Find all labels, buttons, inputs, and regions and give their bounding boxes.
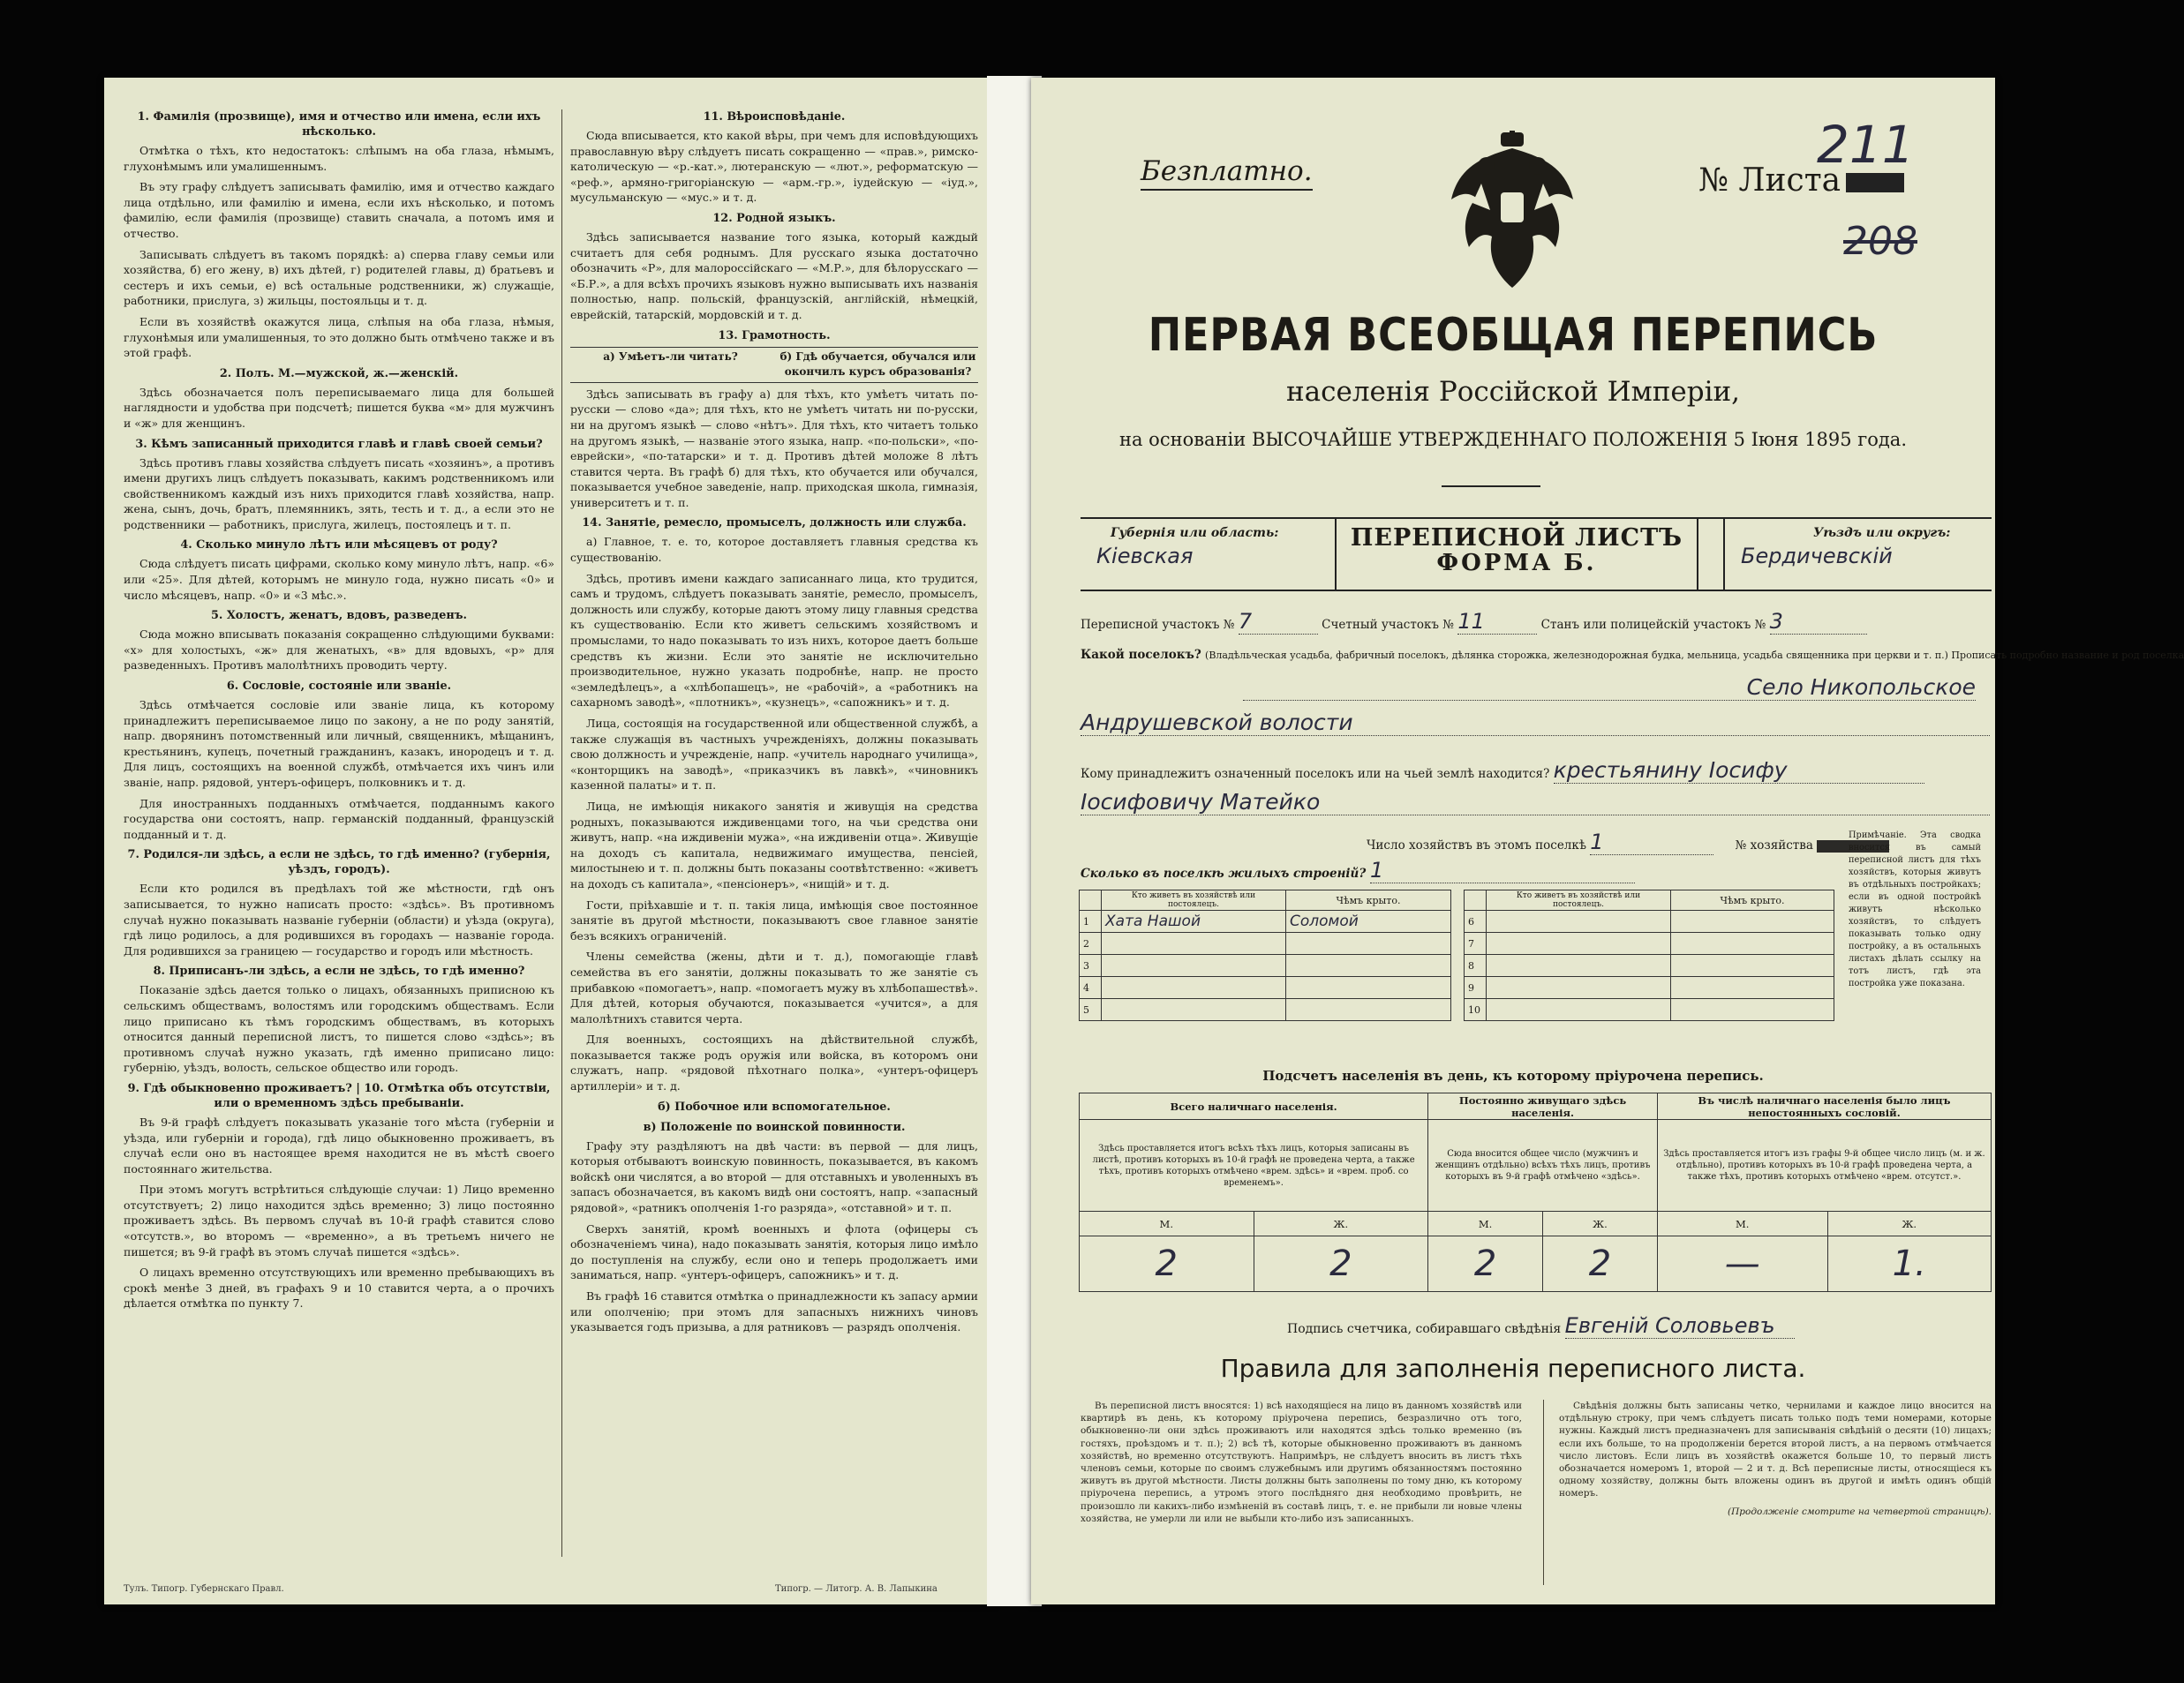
instruction-paragraph: Гости, пріѣхавшіе и т. п. такія лица, имѣющія свое постоянное занятіе въ другой мѣстности, показываютъ свое главное занятіе безъ всякихъ ограниченій. [570, 898, 978, 943]
population-summary-table [1079, 1093, 1992, 1292]
form-header-box [1081, 517, 1992, 591]
building-empty-cell [1487, 977, 1671, 999]
building-occupant [1102, 999, 1286, 1021]
form-label: ФОРМА Б. [1436, 550, 1597, 576]
col-zh-1: Ж. [1254, 1212, 1428, 1236]
free-label: Безплатно. [1141, 155, 1313, 191]
instruction-paragraph: Въ графѣ 16 ставится отмѣтка о принадлежности къ запасу армии или ополченію; при этомъ для запасныхъ нижнихъ чиновъ указывается годъ призыва, а для ратниковъ — разрядъ ополченія. [570, 1289, 978, 1334]
instruction-paragraph: Отмѣтка о тѣхъ, кто недостатокъ: слѣпымъ на оба глаза, нѣмымъ, глухонѣмымъ или умалишеннымъ. [124, 144, 554, 173]
instructions-page [104, 78, 996, 1604]
bld-col-who-2: Кто живетъ въ хозяйствѣ или постоялецъ. [1487, 890, 1671, 911]
instruction-heading: 13. Грамотность. [718, 328, 831, 342]
building-roof [1286, 977, 1451, 999]
building-row-number: 4 [1080, 977, 1102, 999]
instruction-split-cell: а) Умѣетъ-ли читать? [603, 349, 738, 363]
instruction-heading: 12. Родной языкъ. [712, 211, 836, 225]
building-row-number: 9 [1465, 977, 1487, 999]
schetny-value: 11 [1457, 609, 1537, 635]
col-m-1: М. [1080, 1212, 1254, 1236]
building-empty-cell [1671, 911, 1834, 933]
building-row [1465, 977, 1834, 999]
households-label: Число хозяйствъ въ этомъ поселкѣ [1367, 838, 1586, 853]
instruction-heading: 5. Холостъ, женатъ, вдовъ, разведенъ. [211, 609, 467, 623]
instruction-heading: 3. Кѣмъ записанный приходится главѣ и главѣ своей семьи? [135, 437, 543, 451]
handwritten-struck-number: 208 [1843, 219, 1917, 264]
page-title: ПЕРВАЯ ВСЕОБЩАЯ ПЕРЕПИСЬ [1148, 309, 1879, 362]
uezd-label: Уѣздъ или округъ: [1813, 526, 1951, 540]
instruction-paragraph: Сюда можно вписывать показанія сокращенно слѣдующими буквами: «х» для холостыхъ, «ж» для женатыхъ, «в» для вдовыхъ, «р» для разведенныхъ. Противъ малолѣтнихъ проводить черту. [124, 627, 554, 672]
instruction-split-heading [570, 347, 978, 383]
instruction-paragraph: О лицахъ временно отсутствующихъ или временно пребывающихъ въ срокѣ менѣе 3 дней, въ графахъ 9 и 10 ставится черта, а о прочихъ дѣлается отмѣтка по пункту 7. [124, 1266, 554, 1311]
instruction-paragraph: Для военныхъ, состоящихъ на дѣйствительной службѣ, показывается также родъ оружія или войска, въ которомъ они служатъ, напр. «рядовой пѣхотнаго полка», «унтеръ-офицеръ артиллеріи» и т. д. [570, 1033, 978, 1093]
instruction-heading: 8. Приписанъ-ли здѣсь, а если не здѣсь, то гдѣ именно? [153, 965, 525, 979]
val-perm-m: 2 [1428, 1236, 1543, 1292]
uezd-cell [1723, 519, 1993, 590]
sign-value: Евгеній Соловьевъ [1565, 1313, 1795, 1339]
instruction-heading: 1. Фамилія (прозвище), имя и отчество или имена, если ихъ нѣсколько. [137, 110, 541, 139]
uchastok-value: 7 [1239, 609, 1318, 635]
instruction-paragraph: Въ 9-й графѣ слѣдуетъ показывать указаніе того мѣста (губерніи и уѣзда, или губерніи и города), гдѣ лицо обыкновенно проживаетъ, въ случаѣ если оно въ настоящее время находится не въ мѣстѣ своего постояннаго жительства. [124, 1115, 554, 1176]
instruction-heading: 9. Гдѣ обыкновенно проживаетъ? | 10. Отмѣтка объ отсутствіи, или о временномъ здѣсь пребываніи. [127, 1081, 551, 1110]
buildings-line [1081, 858, 1635, 883]
building-row [1080, 911, 1451, 933]
gubernia-label: Губернія или область: [1111, 526, 1279, 540]
poselok-value: Село Никопольское [1243, 674, 1976, 701]
instruction-heading: 4. Сколько минуло лѣтъ или мѣсяцевъ от роду? [180, 538, 498, 552]
owner-line [1081, 757, 1924, 784]
title-rule [1442, 485, 1540, 487]
sum-head-total: Всего наличнаго населенія. [1080, 1093, 1428, 1120]
building-row [1465, 933, 1834, 955]
building-roof [1286, 999, 1451, 1021]
instruction-paragraph: Здѣсь, противъ имени каждаго записаннаго лица, кто трудится, самъ и трудомъ, слѣдуетъ показывать занятіе, ремесло, промыселъ, должность или службу, которые даютъ этому лицу главныя средства къ существованію. Если кто живетъ сельскимъ хозяйствомъ и промыслами, то надо показывать то изъ нихъ, которое даетъ больше средствъ къ жизни. Если это занятіе не исключительно производительное, нужно указать подробнѣе, напр. не просто «земледѣлецъ», а «хлѣбопашецъ», не «рабочій», а «работникъ на сахарномъ заводѣ», «плотникъ», «кузнецъ», «сапожникъ» и т. д. [570, 571, 978, 710]
poselok-hint: (Владѣльческая усадьба, фабричный поселокъ, дѣлянка сторожка, железнодорожная будка, мельница, усадьба священника при церкви и т. п.) Прописать подробно название и род поселка [1205, 650, 2184, 661]
column-divider [561, 109, 562, 1557]
owner-value-2: Іосифовичу Матейко [1081, 789, 1990, 815]
val-total-m: 2 [1080, 1236, 1254, 1292]
building-row-number: 10 [1465, 999, 1487, 1021]
instruction-paragraph: При этомъ могутъ встрѣтиться слѣдующіе случаи: 1) Лицо временно отсутствуетъ; 2) лицо находится здѣсь временно; 3) лицо постоянно проживаетъ здѣсь. Въ первомъ случаѣ въ 10-й графѣ ставится слово «отсутств.», во второмъ — «временно», а въ третьемъ ничего не пишется; въ 9-й графѣ въ этомъ случаѣ пишется «здѣсь». [124, 1183, 554, 1258]
sheet-title: ПЕРЕПИСНОЙ ЛИСТЪ [1350, 524, 1683, 552]
sum-desc-nonpermanent: Здѣсь проставляется итогъ изъ графы 9-й общее число лицъ (м. и ж. отдѣльно), противъ которыхъ въ 10-й графѣ проведена черта, а также тѣхъ, противъ которыхъ отмѣчено «врем. отсутст.». [1657, 1120, 1991, 1212]
building-row [1080, 955, 1451, 977]
rules-column-right [1559, 1400, 1992, 1518]
instruction-split-cell: б) Гдѣ обучается, обучался или окончилъ курсъ образованія? [779, 349, 976, 379]
rules-text-left: Въ переписной листъ вносятся: 1) всѣ находящіеся на лицо въ данномъ хозяйствѣ или квартирѣ въ день, къ которому пріурочена перепись, безразлично отъ того, обыкновенно-ли они здѣсь проживаютъ или находятся здѣсь только временно (въ гостяхъ, проѣздомъ и т. п.); 2) всѣ тѣ, которые обыкновенно проживаютъ въ данномъ хозяйствѣ, но временно отсутствуютъ. Напримѣръ, не слѣдуетъ вносить въ листъ тѣхъ членовъ семьи, которые по своимъ служебнымъ или другимъ обязанностямъ постоянно живутъ въ другой мѣстности. Листы должны быть заполнены по тому дню, къ которому пріурочена перепись, а утромъ этого послѣдняго дня необходимо провѣрить, не произошло ли какихъ-либо измѣненій въ составѣ лицъ, т. е. не прибыли ли новые члены хозяйства, не умерли ли или не выбыли кто-либо изъ записанныхъ. [1081, 1401, 1522, 1524]
building-occupant [1102, 955, 1286, 977]
building-row [1080, 933, 1451, 955]
building-empty-cell [1671, 977, 1834, 999]
building-row [1080, 977, 1451, 999]
building-row [1080, 999, 1451, 1021]
households-value: 1 [1590, 830, 1713, 855]
sum-desc-total: Здѣсь проставляется итогъ всѣхъ тѣхъ лицъ, которыя записаны въ листѣ, противъ которыхъ въ 10-й графѣ не проведена черта, а также тѣхъ, противъ которыхъ отмѣчено «врем. здѣсь» и «врем. проб. со временемъ». [1080, 1120, 1428, 1212]
sheet-number-stamp [1846, 173, 1904, 192]
instructions-column-right [570, 104, 978, 1341]
building-empty-cell [1487, 999, 1671, 1021]
instruction-heading: в) Положеніе по воинской повинности. [643, 1120, 906, 1134]
building-row [1465, 911, 1834, 933]
rules-column-left [1081, 1400, 1522, 1525]
instruction-paragraph: Здѣсь записывается название того языка, который каждый считаетъ для себя роднымъ. Для русскаго языка достаточно обозначить «Р», для малороссійскаго — «М.Р.», для бѣлорусскаго — «Б.Р.», а для всѣхъ прочихъ языковъ нужно выписывать ихъ названія полностью, напр. польскій, французскій, англійскій, нѣмецкій, еврейскій, татарскій, мордовскій и т. д. [570, 229, 978, 321]
census-form-page [1031, 78, 2184, 1604]
gubernia-value: Кіевская [1096, 544, 1194, 568]
owner-label: Кому принадлежитъ означенный поселокъ или на чьей землѣ находится? [1081, 767, 1550, 781]
legal-basis: на основаніи ВЫСОЧАЙШЕ УТВЕРЖДЕННАГО ПОЛОЖЕНІЯ 5 Іюня 1895 года. [1118, 429, 1908, 450]
settlement-line [1081, 648, 2184, 662]
sum-head-permanent: Постоянно живущаго здѣсь населенія. [1428, 1093, 1658, 1120]
val-nonperm-zh: 1. [1827, 1236, 1992, 1292]
rules-text-right: Свѣдѣнія должны быть записаны четко, чернилами и каждое лицо вносится на отдѣльную строку, при чемъ слѣдуетъ писать только подъ теми номерами, которые нужны. Каждый листъ предназначенъ для записыванія свѣдѣній о десяти (10) лицахъ; если ихъ больше, то на продолженіи берется второй листъ, а на первомъ отмѣчается число листовъ. Если лицъ въ хозяйствѣ окажется больше 10, то первый листъ обозначается номеромъ 1, второй — 2 и т. д. Всѣ переписные листы, относящіеся къ одному хозяйству, должны быть вложены одинъ въ другой и имѣть одинъ общій номеръ. [1559, 1401, 1992, 1499]
building-empty-cell [1487, 933, 1671, 955]
instruction-heading: 7. Родился-ли здѣсь, а если не здѣсь, то гдѣ именно? (губернія, уѣздъ, городъ). [127, 848, 551, 877]
buildings-table-left [1079, 890, 1451, 1021]
stan-value: 3 [1770, 609, 1867, 635]
household-no-label: № хозяйства [1735, 838, 1813, 853]
owner-value: крестьянину Іосифу [1554, 757, 1924, 784]
building-row-number: 5 [1080, 999, 1102, 1021]
bld-col-who: Кто живетъ въ хозяйствѣ или постоялецъ. [1102, 890, 1286, 911]
instruction-paragraph: Сюда вписывается, кто какой вѣры, при чемъ для исповѣдующихъ православную вѣру слѣдуетъ писать сокращенно — «прав.», римско-католическую — «р.-кат.», лютеранскую — «лют.», реформатскую — «реф.», армяно-григоріанскую — «арм.-гр.», іудейскую — «іуд.», мусульманскую — «муc.» и т. д. [570, 129, 978, 205]
printer-imprint-left: Тулъ. Типогр. Губернскаго Правл. [124, 1584, 284, 1594]
val-total-zh: 2 [1254, 1236, 1428, 1292]
summary-title: Подсчетъ населенія въ день, къ которому пріурочена перепись. [1262, 1068, 1764, 1084]
instruction-paragraph: Здѣсь записывать въ графу а) для тѣхъ, кто умѣетъ читать по-русски — слово «да»; для тѣхъ, кто не умѣетъ читать ни по-русски, ни на другомъ языкѣ — слово «нѣтъ». Для тѣхъ, кто читаетъ только на другомъ языкѣ, — названіе этого языка, напр. «по-польски», «по-еврейски», «по-татарски» и т. д. Противъ дѣтей моложе 8 лѣтъ ставится черта. Въ графѣ б) для тѣхъ, кто обучается или обучался, показывается учебное заведеніе, напр. приходская школа, гимназія, университетъ и т. п. [570, 387, 978, 509]
buildings-note: Примѣчаніе. Эта сводка вносится въ самый переписной листъ для тѣхъ хозяйствъ, которыя живутъ въ отдѣльныхъ постройкахъ; если въ одной постройкѣ живутъ нѣсколько хозяйствъ, то слѣдуетъ показывать только одну постройку, а въ остальныхъ листахъ дѣлать ссылку на тотъ листъ, гдѣ эта постройка уже показана. [1849, 830, 1981, 988]
instruction-paragraph: Лица, состоящія на государственной или общественной службѣ, а также служащія въ частныхъ учрежденіяхъ, должны показывать свою должность и учрежденіе, напр. «учитель народнаго училища», «конторщикъ на заводѣ», «приказчикъ въ лавкѣ», «чиновникъ казенной палаты» и т. п. [570, 717, 978, 793]
district-line [1081, 609, 1867, 635]
sum-head-nonpermanent: Въ числѣ наличнаго населенія было лицъ непостоянныхъ сословій. [1657, 1093, 1991, 1120]
rules-title: Правила для заполненія переписного листа. [1220, 1354, 1806, 1383]
instruction-heading: 14. Занятіе, ремесло, промыселъ, должность или служба. [582, 516, 967, 530]
schetny-label: Счетный участокъ № [1322, 618, 1455, 632]
instruction-paragraph: а) Главное, т. е. то, которое доставляетъ главныя средства къ существованію. [570, 535, 978, 565]
col-m-3: М. [1657, 1212, 1827, 1236]
buildings-label: Сколько въ поселкѣ жилыхъ строеній? [1081, 867, 1367, 881]
building-row-number: 6 [1465, 911, 1487, 933]
instruction-heading: 2. Полъ. М.—мужской, ж.—женскій. [219, 366, 459, 380]
val-perm-zh: 2 [1543, 1236, 1658, 1292]
building-row-number: 1 [1080, 911, 1102, 933]
building-roof [1286, 955, 1451, 977]
continued-note: (Продолженіе смотрите на четвертой страницѣ). [1728, 1506, 1992, 1517]
households-line [1367, 830, 1889, 855]
instruction-paragraph: Графу эту раздѣляютъ на двѣ части: въ первой — для лицъ, которыя отбываютъ воинскую повинность, показывается, въ какомъ войскѣ они числятся, а во второй — для отставныхъ и уволенныхъ въ запасъ обозначается, въ какомъ видѣ они состоятъ, напр. «запасный рядовой», «ратникъ ополченія 1-го разряда», «отставной» и т. п. [570, 1138, 978, 1215]
uezd-value: Бердичевскій [1741, 544, 1893, 568]
sum-desc-permanent: Сюда вносится общее число (мужчинъ и женщинъ отдѣльно) всѣхъ тѣхъ лицъ, противъ которыхъ въ 9-й графѣ отмѣчено «здѣсь». [1428, 1120, 1658, 1212]
handwritten-sheet-number: 211 [1817, 115, 1915, 175]
building-empty-cell [1671, 933, 1834, 955]
building-empty-cell [1487, 911, 1671, 933]
instruction-heading: б) Побочное или вспомогательное. [658, 1100, 891, 1114]
instruction-paragraph: Лица, не имѣющія никакого занятія и живущія на средства родныхъ, показываются иждивенцами того, на чьи средства они живутъ, напр. «на иждивеніи мужа», «на иждивеніи отца». Живущіе на доходъ съ капитала, недвижимаго имущества, пенсіей, милостынею и т. п. должны быть показаны соотвѣтственно: «живетъ на доходъ съ капитала», «пенсіонеръ», «нищій» и т. д. [570, 799, 978, 890]
poselok-value-2: Андрушевской волости [1081, 710, 1990, 736]
building-occupant [1102, 977, 1286, 999]
buildings-value: 1 [1370, 858, 1635, 883]
building-row [1465, 999, 1834, 1021]
instruction-paragraph: Записывать слѣдуетъ въ такомъ порядкѣ: а) сперва главу семьи или хозяйства, б) его жену, в) ихъ дѣтей, г) родителей главы, д) братьевъ и сестеръ и ихъ семьи, е) всѣ остальные родственники, ж) служащіе, работники, прислуга, з) жильцы, постояльцы и т. д. [124, 247, 554, 308]
sign-label: Подпись счетчика, собиравшаго свѣдѣнія [1287, 1322, 1562, 1336]
building-row-number: 7 [1465, 933, 1487, 955]
instruction-paragraph: Здѣсь обозначается полъ переписываемаго лица для большей наглядности и удобства при подсчетѣ; пишется буква «м» для мужчинъ и «ж» для женщинъ. [124, 385, 554, 430]
instruction-paragraph: Здѣсь отмѣчается сословіе или званіе лица, къ которому принадлежитъ переписываемое лицо по закону, а не по роду занятій, напр. дворянинъ потомственный или личный, священникъ, мѣщанинъ, крестьянинъ, купецъ, почетный гражданинъ, казакъ, инородецъ и т. д. Для лицъ, состоящихъ на военной службѣ, отмѣчается ихъ чинъ или званіе, напр. рядовой, унтеръ-офицеръ, полковникъ и т. д. [124, 698, 554, 789]
instruction-paragraph: Сюда слѣдуетъ писать цифрами, сколько кому минуло лѣтъ, напр. «6» или «25». Для дѣтей, которымъ не минуло года, нужно писать «0» и число мѣсяцевъ, напр. «0» и «3 мѣс.». [124, 557, 554, 602]
instruction-paragraph: Показаніе здѣсь дается только о лицахъ, обязанныхъ приписною къ сельскимъ обществамъ, волостямъ или городскимъ обществамъ. Если лицо приписано къ тѣмъ городскимъ обществамъ, въ которыхъ относится данный переписной листъ, то пишется слово «здѣсь»; въ противномъ случаѣ нужно указать, гдѣ именно приписано лицо: губернію, уѣздъ, волость, сельское общество или городъ. [124, 983, 554, 1075]
instruction-paragraph: Если въ хозяйствѣ окажутся лица, слѣпыя на оба глаза, нѣмыя, глухонѣмыя или умалишенныя, то это должно быть отмѣчено также и въ этой графѣ. [124, 314, 554, 360]
instruction-heading: 11. Вѣроисповѣданіе. [703, 110, 846, 124]
instruction-paragraph: Члены семейства (жены, дѣти и т. д.), помогающіе главѣ семейства въ его занятіи, должны показывать то же занятіе съ прибавкою «помогаетъ», напр. «помогаетъ мужу въ хлѣбопашествѣ». Для дѣтей, которыя обучаются, показывается «учится», а для малолѣтнихъ ставится черта. [570, 950, 978, 1026]
form-title-cell [1335, 519, 1698, 590]
page-subtitle: населенія Россійской Имперіи, [1285, 376, 1741, 408]
col-zh-2: Ж. [1543, 1212, 1658, 1236]
gubernia-cell [1081, 519, 1335, 590]
double-headed-eagle-icon [1446, 131, 1578, 294]
instructions-column-left [124, 104, 554, 1317]
building-roof [1286, 933, 1451, 955]
building-occupant: Хата Нашой [1102, 911, 1286, 933]
bld-col-roof-2: Чѣмъ крыто. [1671, 890, 1834, 911]
instruction-paragraph: Сверхъ занятій, кромѣ военныхъ и флота (офицеры съ обозначеніемъ чина), надо показывать занятія, которыя лицо имѣло до поступленія на службу, если оно и теперь продолжаетъ ими заниматься, напр. «унтеръ-офицеръ, сапожникъ» и т. д. [570, 1221, 978, 1282]
building-empty-cell [1671, 955, 1834, 977]
uchastok-label: Переписной участокъ № [1081, 618, 1235, 632]
building-row [1465, 955, 1834, 977]
sheet-number-label: № Листа [1698, 162, 1841, 199]
enumerator-signature-line [1287, 1313, 1795, 1339]
rules-divider [1543, 1400, 1544, 1585]
building-row-number: 2 [1080, 933, 1102, 955]
building-empty-cell [1487, 955, 1671, 977]
printer-imprint-right: Типогр. — Литогр. А. В. Лапыкина [775, 1584, 938, 1594]
val-nonperm-m: — [1657, 1236, 1827, 1292]
building-roof: Соломой [1286, 911, 1451, 933]
stan-label: Станъ или полицейскій участокъ № [1540, 618, 1766, 632]
building-row-number: 8 [1465, 955, 1487, 977]
instruction-heading: 6. Сословіе, состояніе или званіе. [226, 680, 452, 694]
building-empty-cell [1671, 999, 1834, 1021]
col-zh-3: Ж. [1827, 1212, 1992, 1236]
instruction-paragraph: Здѣсь противъ главы хозяйства слѣдуетъ писать «хозяинъ», а противъ имени другихъ лицъ слѣдуетъ показывать, какимъ родственникомъ или свойственникомъ каждый изъ нихъ приходится главѣ хозяйства, напр. жена, сынъ, дочь, братъ, племянникъ, зять, тесть и т. д., а если это не родственники — работникъ, прислуга, жилецъ, постоялецъ и т. п. [124, 455, 554, 531]
bld-col-roof: Чѣмъ крыто. [1286, 890, 1451, 911]
building-occupant [1102, 933, 1286, 955]
building-row-number: 3 [1080, 955, 1102, 977]
buildings-table-right [1464, 890, 1834, 1021]
instruction-paragraph: Для иностранныхъ подданныхъ отмѣчается, подданнымъ какого государства они состоятъ, напр. германскій подданный, французскій подданный и т. д. [124, 796, 554, 841]
col-m-2: М. [1428, 1212, 1543, 1236]
instruction-paragraph: Если кто родился въ предѣлахъ той же мѣстности, гдѣ онъ записывается, то нужно написать просто: «здѣсь». Въ противномъ случаѣ нужно показывать названіе губерніи (области) и уѣзда (округа), гдѣ лицо родилось, а для родившихся въ городахъ — названіе города. Для родившихся за границею — государство и городъ или мѣстность. [124, 882, 554, 958]
poselok-label: Какой поселокъ? [1081, 648, 1201, 662]
instruction-paragraph: Въ эту графу слѣдуетъ записывать фамилію, имя и отчество каждаго лица отдѣльно, или фамилію и имена, если ихъ нѣсколько, и потомъ фамилію, если фамилія (прозвище) ставить сначала, а потомъ имя и отчество. [124, 180, 554, 240]
